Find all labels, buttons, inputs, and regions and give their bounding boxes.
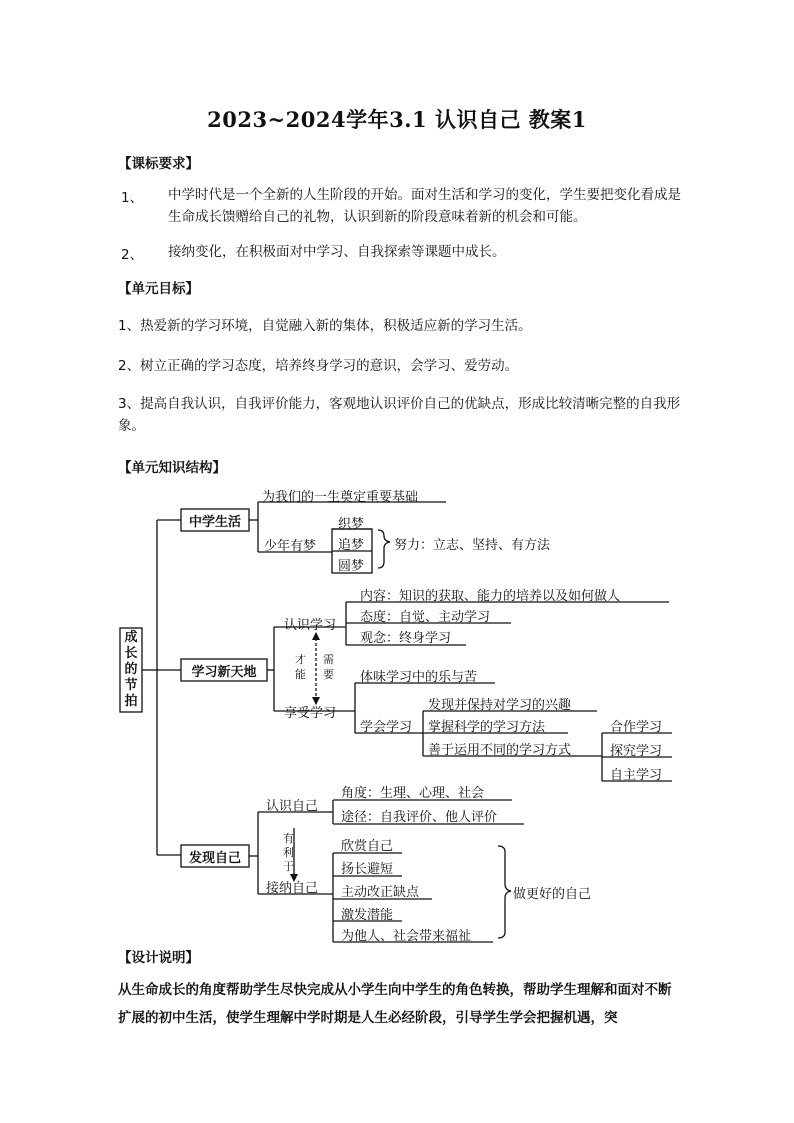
node-effort: 努力：立志、坚持、有方法 <box>394 538 551 553</box>
node-know-learning-item: 态度：自觉、主动学习 <box>360 610 491 625</box>
label-you-li-yu: 有利于 <box>283 832 294 873</box>
section-heading-structure: 【单元知识结构】 <box>118 460 226 476</box>
node-better-self: 做更好的自己 <box>513 887 592 902</box>
node-foundation: 为我们的一生奠定重要基础 <box>262 490 419 505</box>
node-learn-item: 善于运用不同的学习方式 <box>428 743 572 758</box>
node-learning-mode: 合作学习 <box>610 720 663 735</box>
node-learning-mode: 探究学习 <box>610 744 663 759</box>
node-accept-item: 欣赏自己 <box>341 839 394 854</box>
node-enjoy-learning: 享受学习 <box>284 706 337 721</box>
node-know-learning-item: 观念：终身学习 <box>360 631 452 646</box>
node-accept-self: 接纳自己 <box>266 881 319 896</box>
label-xu-yao: 需要 <box>323 653 334 681</box>
page-title: 2023~2024学年3.1 认识自己 教案1 <box>207 107 587 132</box>
unit-goal-item: 1、热爱新的学习环境，自觉融入新的集体，积极适应新的学习生活。 <box>118 318 532 334</box>
node-learn-item: 掌握科学的学习方法 <box>428 720 546 735</box>
node-dream: 追梦 <box>338 538 365 553</box>
node-dream: 织梦 <box>338 517 365 532</box>
unit-goal-item: 2、树立正确的学习态度，培养终身学习的意识，会学习、爱劳动。 <box>118 358 519 374</box>
branch-label-new-learning: 学习新天地 <box>191 665 257 680</box>
list-number: 1、 <box>121 190 144 206</box>
node-know-self: 认识自己 <box>266 799 319 814</box>
node-know-learning: 认识学习 <box>284 618 337 633</box>
node-accept-item: 主动改正缺点 <box>341 885 420 900</box>
node-youth-dream: 少年有梦 <box>264 539 317 554</box>
list-number: 2、 <box>121 247 144 263</box>
node-accept-item: 为他人、社会带来福祉 <box>341 929 472 944</box>
curriculum-item-text: 中学时代是一个全新的人生阶段的开始。面对生活和学习的变化，学生要把变化看成是生命成长馈赠给自己的礼物，认识到新的阶段意味着新的机会和可能。 <box>168 187 681 225</box>
curriculum-item-text: 接纳变化，在积极面对中学习、自我探索等课题中成长。 <box>168 244 506 260</box>
node-know-self-item: 途径：自我评价、他人评价 <box>341 810 498 825</box>
section-heading-unit-goals: 【单元目标】 <box>118 281 199 297</box>
branch-label-middle-school-life: 中学生活 <box>188 515 241 530</box>
branch-label-discover-self: 发现自己 <box>188 851 241 866</box>
design-description: 从生命成长的角度帮助学生尽快完成从小学生向中学生的角色转换，帮助学生理解和面对不断扩展的初中生活，使学生理解中学时期是人生必经阶段，引导学生学会把握机遇，突 <box>118 982 672 1026</box>
section-heading-design: 【设计说明】 <box>118 950 199 966</box>
section-heading-curriculum: 【课标要求】 <box>118 156 199 172</box>
node-learning-mode: 自主学习 <box>610 768 663 783</box>
node-learn-to-learn: 学会学习 <box>360 720 413 735</box>
node-accept-item: 扬长避短 <box>341 862 394 877</box>
node-enjoy-item: 体味学习中的乐与苦 <box>360 670 478 685</box>
node-learn-item: 发现并保持对学习的兴趣 <box>428 698 572 713</box>
diagram-root-label: 成长的节拍 <box>124 630 138 709</box>
unit-goal-item: 3、提高自我认识，自我评价能力，客观地认识评价自己的优缺点，形成比较清晰完整的自我形象。 <box>118 396 681 434</box>
node-know-learning-item: 内容：知识的获取、能力的培养以及如何做人 <box>360 589 621 604</box>
node-dream: 圆梦 <box>338 559 365 574</box>
label-cai-neng: 才能 <box>295 653 306 681</box>
node-know-self-item: 角度：生理、心理、社会 <box>341 786 485 801</box>
node-accept-item: 激发潜能 <box>341 908 394 923</box>
